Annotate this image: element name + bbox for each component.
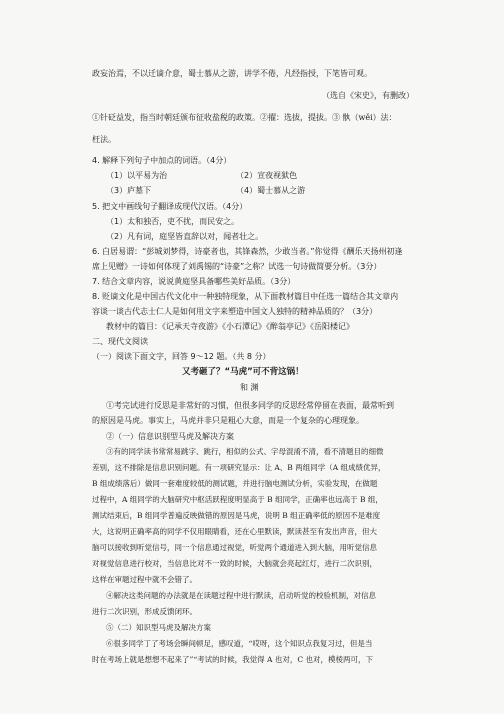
reading-instruction: （一）阅读下面文字，回答 9～12 题。（共 8 分） bbox=[92, 352, 271, 361]
subheading: ②（一）信息识别型马虎及解决方案 bbox=[106, 432, 234, 441]
textbook-list: 教材中的篇目：《记承天寺夜游》《小石潭记》《醉翁亭记》《岳阳楼记》 bbox=[106, 322, 354, 331]
paragraph-line: 脑可以接收到听觉信号，同一个信息通过视觉，听觉两个通道进入到大脑，用听觉信息 bbox=[92, 543, 377, 552]
question-5-item-1: （1）太和独否，吏不扰，而民安之。 bbox=[106, 217, 240, 226]
paragraph-line: ⑥很多同学丁了考场会瞬间顿足，感叹道，“哎呀，这个知识点我复习过，但是当 bbox=[106, 639, 373, 648]
question-4-item-4: （4）蜀士慕从之游 bbox=[236, 186, 306, 195]
paragraph-line: 大，这说明正确率高的同学不仅用眼睛看，还在心里默读，默读甚至有发出声音，但大 bbox=[92, 527, 377, 536]
question-4-item-1: （1）以平易为治 bbox=[106, 171, 168, 180]
paragraph-line: 过程中，A 组同学的大脑研究中枢活跃程度明显高于 B 组同学，正确率也远高于 B 组， bbox=[92, 495, 383, 504]
paragraph-line: B 组成绩落后）做同一套难度较低的测试题，并进行脑电测试分析，实验发现，在做题 bbox=[92, 479, 378, 488]
article-author: 和 渊 bbox=[240, 383, 259, 392]
paragraph-line: ④解决这类问题的办法就是在读题过程中进行默读，启动听觉的校验机制，对信息 bbox=[106, 591, 376, 600]
question-6: 6. 白居易谓：“彭城刘梦得，诗豪者也，其锋森然，少敢当者。”你觉得《酬乐天扬州初逢 bbox=[92, 247, 403, 256]
paragraph-line: 对视觉信息进行校对，当信息比对不一致的时候，大脑就会亮起红灯，进行二次识别， bbox=[92, 559, 377, 568]
question-4-item-3: （3）庐墓下 bbox=[106, 186, 152, 195]
text-line: 政妄治焉，不以迁谪介意，蜀士慕从之游，讲学不倦，凡经指授，下笔皆可观。 bbox=[92, 69, 372, 78]
question-8: 8. 贬谪文化是中国古代文化中一种独特现象，从下面教材篇目中任选一篇结合其文章内 bbox=[92, 292, 399, 301]
annotation-line: ①针砭益发，指当时朝廷颁布征收盐税的政策。②擢：选拔，提拔。③ 骫（wěi）法： bbox=[92, 113, 397, 122]
question-8-cont: 容谈一谈古代志士仁人是如何用文字来塑造中国文人独特的精神品质的？（3分） bbox=[92, 307, 378, 316]
question-7: 7. 结合文章内容，说说黄庭坚具备哪些美好品质。（3分） bbox=[92, 277, 296, 286]
section-heading: 二、现代文阅读 bbox=[92, 337, 148, 346]
annotation-line: 枉法。 bbox=[92, 135, 116, 144]
subheading: ⑤（二）知识型马虎及解决方案 bbox=[106, 623, 211, 632]
paragraph-line: ③有的同学读书常常易跳字、跳行，相似的公式、字母混淆不清，看不清题目的细微 bbox=[106, 447, 384, 456]
paragraph-line: ①考完试进行反思是非常好的习惯，但很多同学的反思经常停留在表面，最常听到 bbox=[106, 401, 394, 410]
question-6-cont: 席上见赠》一诗如何体现了刘禹锡的“诗豪”之称？试选一句诗做简要分析。（3分） bbox=[92, 262, 382, 271]
paragraph-line: 的原因是马虎。事实上，马虎并非只是粗心大意，而是一个复杂的心理现象。 bbox=[92, 416, 364, 425]
source-note: （选自《宋史》，有删改） bbox=[322, 91, 414, 100]
article-title: 又考砸了？“马虎”可不背这锅！ bbox=[182, 367, 304, 377]
paragraph-line: 这样在审题过程中就不会错了。 bbox=[92, 575, 197, 584]
paragraph-line: 进行二次识别，形成反馈闭环。 bbox=[92, 607, 197, 616]
question-4: 4. 解释下列句子中加点的词语。（4分） bbox=[92, 156, 232, 165]
question-4-item-2: （2）宣夜视狱色 bbox=[236, 171, 298, 180]
paragraph-line: 测试结束后，B 组同学普遍反映做错的原因是马虎，说明 B 组正确率低的原因不是难度 bbox=[92, 511, 381, 520]
question-5: 5. 把文中画线句子翻译成现代汉语。（4分） bbox=[92, 202, 248, 211]
paragraph-line: 差别，这不排除是信息识别问题。有一项研究显示：让 A、B 两组同学（A 组成绩优异， bbox=[92, 463, 386, 472]
paragraph-line: 时在考场上就是想想不起来了”“考试的时候，我觉得 A 也对，C 也对，模棱两可，下 bbox=[92, 655, 373, 664]
question-5-item-2: （2）凡有词，庭坚皆直辞以对，闻者壮之。 bbox=[106, 232, 264, 241]
